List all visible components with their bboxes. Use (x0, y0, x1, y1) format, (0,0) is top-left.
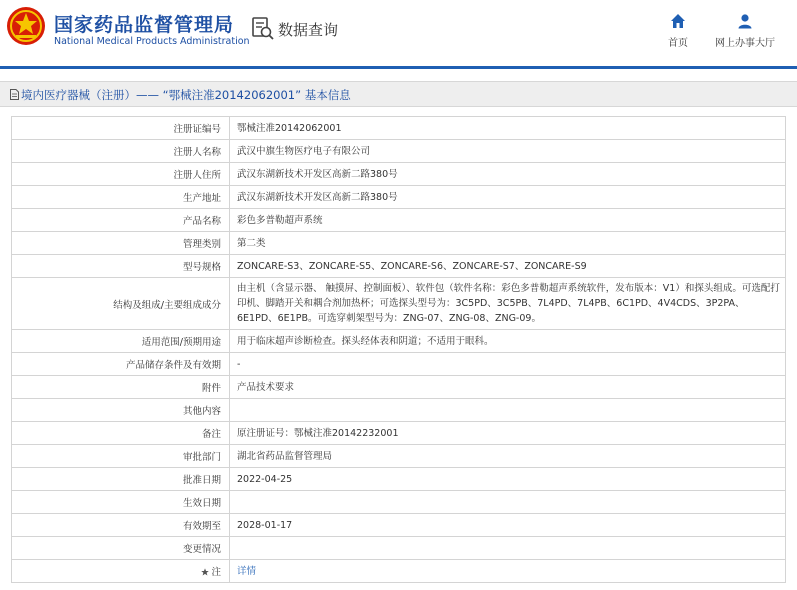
table-row (12, 376, 786, 399)
field-value: 武汉东湖新技术开发区高新二路380号 (230, 186, 786, 209)
device-info-table (11, 116, 786, 583)
header-divider (0, 66, 797, 69)
table-row (12, 422, 786, 445)
table-row (12, 163, 786, 186)
field-label: 其他内容 (12, 399, 230, 422)
data-query-label: 数据查询 (278, 20, 339, 39)
field-value: 第二类 (230, 232, 786, 255)
field-label: 备注 (12, 422, 230, 445)
field-value: 武汉中旗生物医疗电子有限公司 (230, 140, 786, 163)
field-value: ZONCARE-S3、ZONCARE-S5、ZONCARE-S6、ZONCARE-S7、ZONCARE-S9 (230, 255, 786, 278)
field-value: 武汉东湖新技术开发区高新二路380号 (230, 163, 786, 186)
field-value: 用于临床超声诊断检查。探头经体表和阴道；不适用于眼科。 (230, 330, 786, 353)
table-row (12, 514, 786, 537)
field-value: 原注册证号：鄂械注准20142232001 (230, 422, 786, 445)
field-value: 由主机（含显示器、 触摸屏、控制面板）、软件包（软件名称：彩色多普勒超声系统软件，发布版本：V1）和探头组成。可选配打印机、脚踏开关和耦合剂加热杯；可选探头型号为：3C5PD、3C5PB、7L4PD、7L4PB、6C1PD、4V4CDS、3P2PA、6E1PD、6E1PB。可选穿刺架型号为：ZNG-07、ZNG-08、ZNG-09。 (230, 278, 786, 330)
field-label: 注册人住所 (12, 163, 230, 186)
field-label: 管理类别 (12, 232, 230, 255)
site-header (0, 0, 797, 66)
details-link[interactable]: 详情 (237, 565, 257, 577)
field-label: 产品名称 (12, 209, 230, 232)
field-value: 产品技术要求 (230, 376, 786, 399)
table-row (12, 445, 786, 468)
field-value: - (230, 353, 786, 376)
star-icon (201, 568, 209, 576)
table-row (12, 353, 786, 376)
field-value (230, 399, 786, 422)
field-label: 变更情况 (12, 537, 230, 560)
emblem-logo (6, 6, 46, 46)
data-search-icon (252, 17, 274, 41)
nav-online-office[interactable] (713, 13, 777, 49)
field-label: 注册人名称 (12, 140, 230, 163)
nav-home-label: 首页 (668, 38, 688, 49)
table-row (12, 491, 786, 514)
table-row (12, 560, 786, 583)
nav-online-office-label: 网上办事大厅 (715, 38, 775, 49)
field-value (230, 560, 786, 583)
table-row (12, 468, 786, 491)
field-label: 注册证编号 (12, 117, 230, 140)
home-icon (670, 13, 686, 29)
field-value: 湖北省药品监督管理局 (230, 445, 786, 468)
field-value: 彩色多普勒超声系统 (230, 209, 786, 232)
field-label: 附件 (12, 376, 230, 399)
note-label (12, 560, 230, 583)
field-label: 有效期至 (12, 514, 230, 537)
field-value: 鄂械注准20142062001 (230, 117, 786, 140)
field-value: 2022-04-25 (230, 468, 786, 491)
field-value (230, 491, 786, 514)
field-label: 适用范围/预期用途 (12, 330, 230, 353)
field-label: 结构及组成/主要组成成分 (12, 278, 230, 330)
field-value (230, 537, 786, 560)
section-title-bar (0, 81, 797, 107)
site-title: 国家药品监督管理局 (54, 14, 235, 36)
page-title: 境内医疗器械（注册）—— “鄂械注准20142062001” 基本信息 (21, 88, 351, 102)
nav-home[interactable] (662, 13, 694, 49)
table-row (12, 278, 786, 330)
table-row (12, 232, 786, 255)
table-row (12, 209, 786, 232)
data-query-link[interactable] (252, 17, 338, 41)
table-row (12, 537, 786, 560)
field-label: 批准日期 (12, 468, 230, 491)
field-label: 型号规格 (12, 255, 230, 278)
field-label: 生效日期 (12, 491, 230, 514)
document-icon (10, 89, 19, 100)
field-value: 2028-01-17 (230, 514, 786, 537)
table-row (12, 255, 786, 278)
field-label: 审批部门 (12, 445, 230, 468)
user-icon (737, 13, 753, 29)
table-row (12, 399, 786, 422)
table-row (12, 140, 786, 163)
table-row (12, 117, 786, 140)
field-label: 生产地址 (12, 186, 230, 209)
field-label: 产品储存条件及有效期 (12, 353, 230, 376)
site-title-english: National Medical Products Administration (54, 36, 250, 47)
table-row (12, 186, 786, 209)
table-row (12, 330, 786, 353)
note-label-text: 注 (211, 567, 221, 578)
